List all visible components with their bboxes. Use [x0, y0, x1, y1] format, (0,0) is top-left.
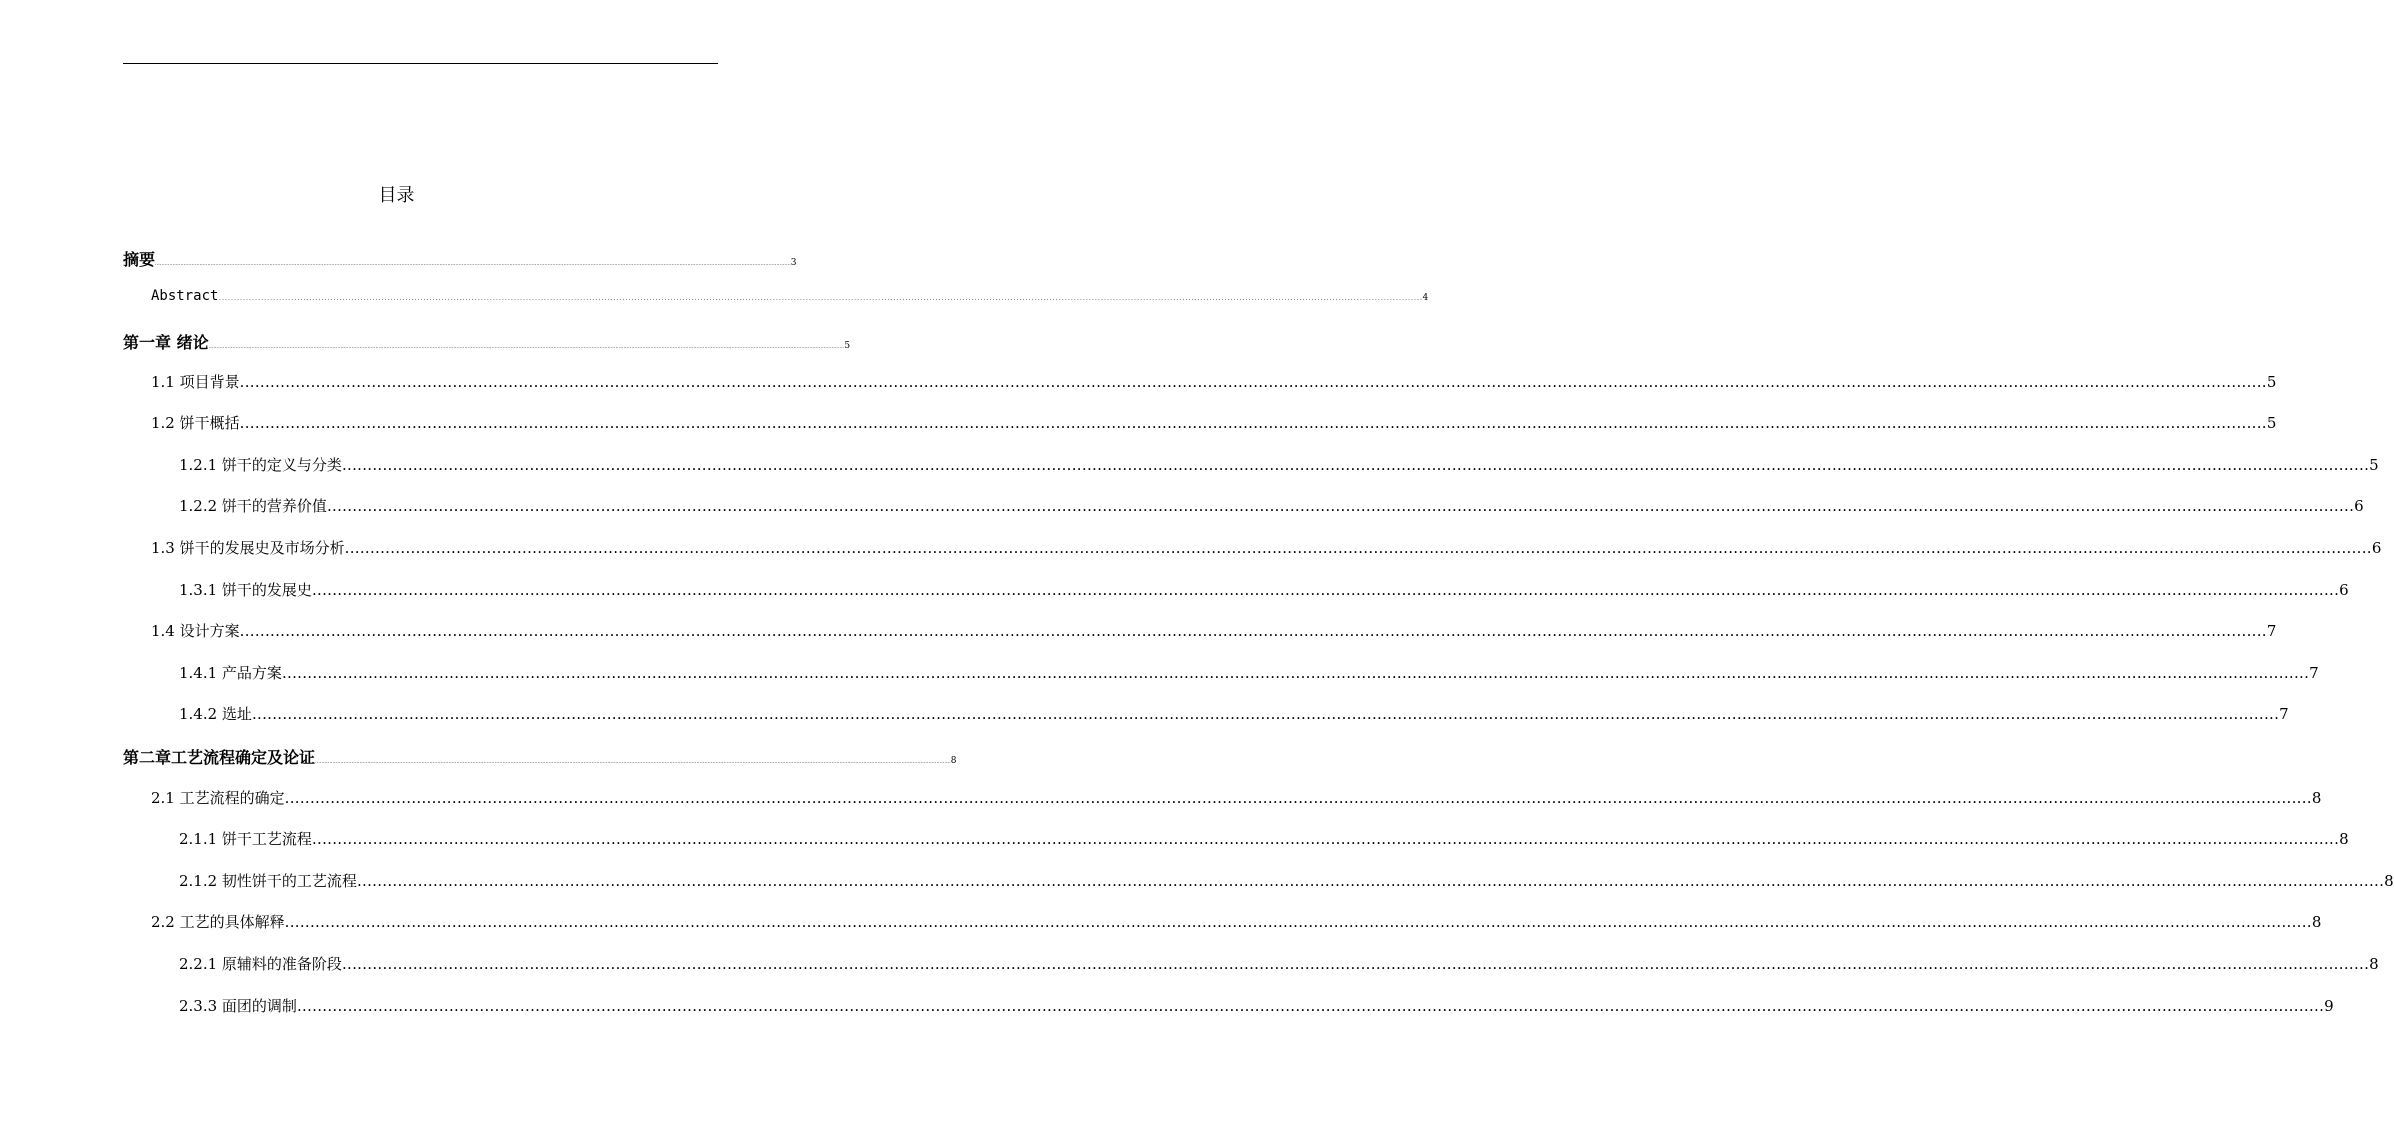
toc-leader: ................................................................................................................................................................................................................................................................................................................................................................................................................: [344, 539, 2372, 557]
toc-entry[interactable]: [151, 911, 2322, 933]
toc-leader: ................................................................................................................................................................................................................................................................................................................................................................................................................: [208, 344, 845, 350]
toc-entry[interactable]: [151, 412, 2277, 434]
toc-leader: ................................................................................................................................................................................................................................................................................................................................................................................................................: [284, 913, 2312, 931]
toc-entry-page: 5: [2369, 456, 2379, 474]
toc-leader: ................................................................................................................................................................................................................................................................................................................................................................................................................: [239, 414, 2267, 432]
toc-leader: ................................................................................................................................................................................................................................................................................................................................................................................................................: [239, 373, 2267, 391]
toc-entry[interactable]: [179, 579, 2349, 601]
toc-entry-label: 第一章 绪论: [123, 333, 209, 352]
toc-entry-label: 1.3.1 饼干的发展史: [179, 581, 312, 599]
toc-entry-page: 6: [2371, 539, 2382, 557]
toc-entry-label: 2.2 工艺的具体解释: [151, 913, 285, 931]
toc-entry-page: 8: [2339, 830, 2349, 848]
toc-entry-page: 6: [2339, 581, 2349, 599]
toc-leader: ................................................................................................................................................................................................................................................................................................................................................................................................................: [239, 622, 2267, 640]
toc-entry-label: 2.1.2 韧性饼干的工艺流程: [179, 872, 357, 890]
toc-entry-page: 7: [2266, 622, 2277, 640]
toc-entry[interactable]: [123, 247, 797, 269]
toc-leader: ................................................................................................................................................................................................................................................................................................................................................................................................................: [296, 997, 2325, 1015]
toc-entry-label: 2.3.3 面团的调制: [179, 997, 297, 1015]
toc-entry-page: 8: [2369, 955, 2379, 973]
toc-entry-label: 1.4.2 选址: [179, 705, 252, 723]
toc-leader: ................................................................................................................................................................................................................................................................................................................................................................................................................: [341, 456, 2370, 474]
toc-entry-page: 5: [844, 341, 851, 351]
toc-entry[interactable]: [151, 787, 2322, 809]
toc-leader: ................................................................................................................................................................................................................................................................................................................................................................................................................: [155, 261, 791, 267]
toc-entry-page: 5: [2266, 414, 2277, 432]
toc-entry-label: 1.2.2 饼干的营养价值: [179, 497, 327, 515]
toc-leader: ................................................................................................................................................................................................................................................................................................................................................................................................................: [311, 581, 2340, 599]
toc-entry[interactable]: [179, 703, 2289, 725]
toc-entry-label: 2.1 工艺流程的确定: [151, 789, 285, 807]
toc-leader: ................................................................................................................................................................................................................................................................................................................................................................................................................: [356, 872, 2385, 890]
toc-entry[interactable]: [151, 620, 2277, 642]
toc-entry[interactable]: [179, 828, 2349, 850]
toc-entry-page: 6: [2354, 497, 2364, 515]
toc-entry-label: 1.1 项目背景: [151, 373, 240, 391]
toc-entry-label: 1.2 饼干概括: [151, 414, 240, 432]
toc-entry[interactable]: [151, 288, 1429, 310]
toc-entry[interactable]: [179, 995, 2334, 1017]
toc-entry-page: 9: [2324, 997, 2334, 1015]
toc-entry-page: 7: [2309, 664, 2319, 682]
toc-entry-label: 摘要: [123, 250, 156, 269]
toc-entry-label: 2.1.1 饼干工艺流程: [179, 830, 312, 848]
toc-entry[interactable]: [179, 662, 2319, 684]
toc-entry-label: 第二章工艺流程确定及论证: [123, 748, 316, 767]
toc-entry-label: 2.2.1 原辅料的准备阶段: [179, 955, 342, 973]
toc-entry-label: 1.4 设计方案: [151, 622, 240, 640]
toc-entry-label: 1.3 饼干的发展史及市场分析: [151, 539, 345, 557]
toc-leader: ................................................................................................................................................................................................................................................................................................................................................................................................................: [284, 789, 2312, 807]
toc-entry-page: 4: [1422, 293, 1429, 303]
toc-entry[interactable]: [179, 495, 2364, 517]
toc-entry-page: 8: [950, 756, 957, 766]
toc-leader: ................................................................................................................................................................................................................................................................................................................................................................................................................: [326, 497, 2355, 515]
page-title: 目录: [378, 185, 415, 206]
toc-entry-label: 1.4.1 产品方案: [179, 664, 282, 682]
toc-entry-page: 8: [2384, 872, 2394, 890]
toc-entry-page: 3: [790, 258, 797, 268]
toc-entry[interactable]: [179, 953, 2379, 975]
toc-entry[interactable]: [123, 330, 851, 352]
toc-entry-page: 5: [2266, 373, 2277, 391]
toc-leader: ................................................................................................................................................................................................................................................................................................................................................................................................................: [341, 955, 2370, 973]
toc-leader: ................................................................................................................................................................................................................................................................................................................................................................................................................: [251, 705, 2280, 723]
toc-entry-label: Abstract: [151, 288, 219, 304]
toc-entry-page: 8: [2311, 913, 2322, 931]
toc-entry-page: 7: [2279, 705, 2289, 723]
toc-entry[interactable]: [179, 454, 2379, 476]
toc-entry[interactable]: [151, 371, 2277, 393]
toc-entry[interactable]: [123, 745, 957, 767]
toc-entry-label: 1.2.1 饼干的定义与分类: [179, 456, 342, 474]
toc-leader: ................................................................................................................................................................................................................................................................................................................................................................................................................: [281, 664, 2310, 682]
toc-leader: ................................................................................................................................................................................................................................................................................................................................................................................................................: [218, 296, 1423, 302]
toc-leader: ................................................................................................................................................................................................................................................................................................................................................................................................................: [315, 759, 951, 765]
toc-entry[interactable]: [179, 870, 2394, 892]
header-rule: [123, 63, 718, 64]
toc-entry-page: 8: [2311, 789, 2322, 807]
toc-leader: ................................................................................................................................................................................................................................................................................................................................................................................................................: [311, 830, 2340, 848]
toc-entry[interactable]: [151, 537, 2382, 559]
